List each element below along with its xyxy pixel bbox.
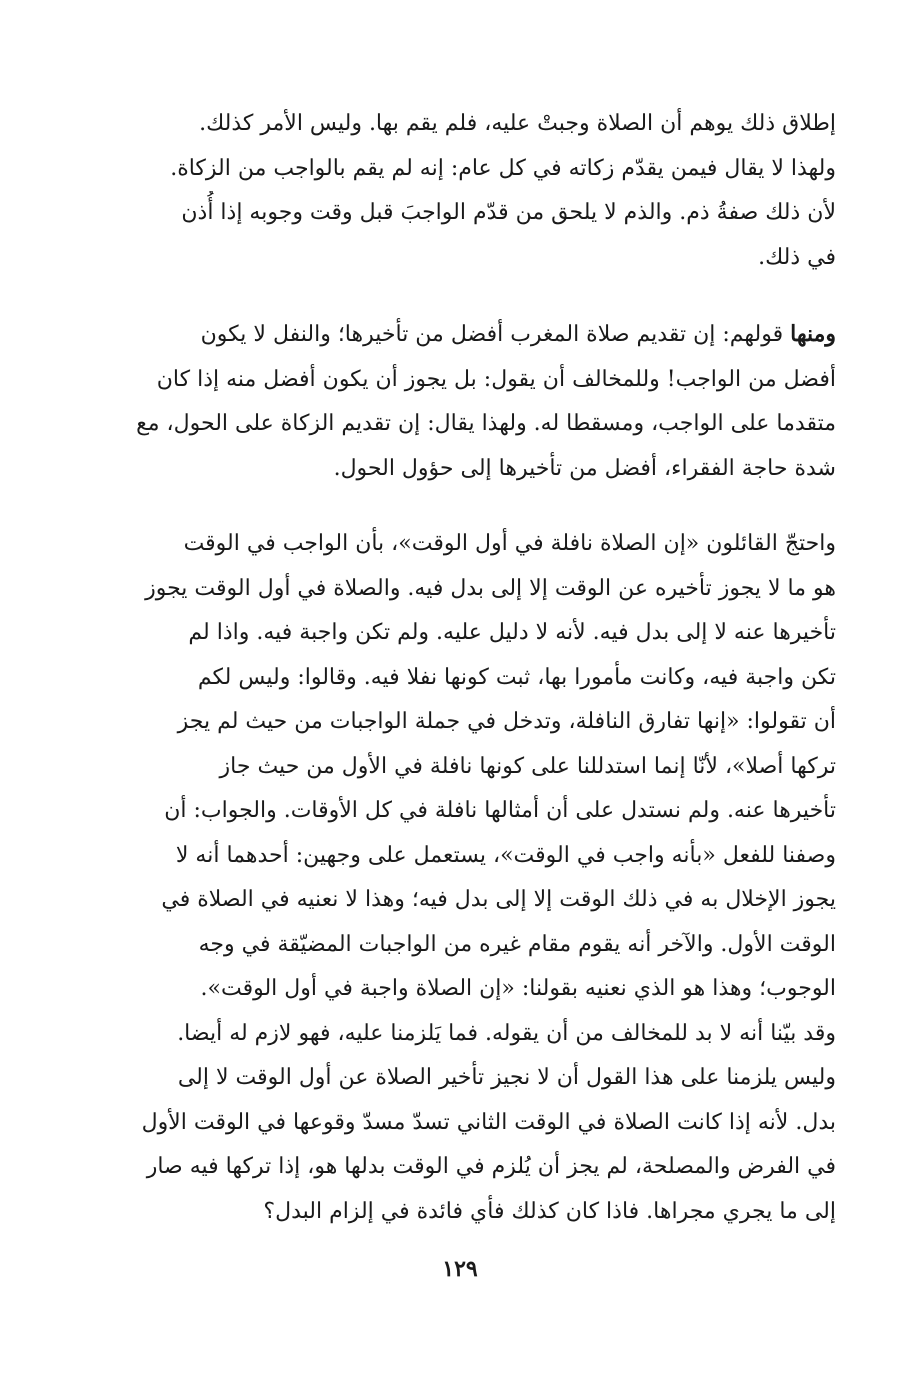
text-line: الوجوب؛ وهذا هو الذي نعنيه بقولنا: «إن الصلاة واجبة في أول الوقت». xyxy=(200,976,836,1001)
text-line: وقد بيّنا أنه لا بد للمخالف من أن يقوله. فما يَلزمنا عليه، فهو لازم له أيضا. xyxy=(177,1020,836,1046)
text-line: تركها أصلا»، لأنّا إنما استدللنا على كونها نافلة في الأول من حيث جاز xyxy=(219,753,836,779)
paragraph-3 xyxy=(130,522,836,1234)
text-line: تكن واجبة فيه، وكانت مأمورا بها، ثبت كونها نفلا فيه. وقالوا: وليس لكم xyxy=(197,664,836,690)
text-line: لأن ذلك صفةُ ذم. والذم لا يلحق من قدّم الواجبَ قبل وقت وجوبه إذا أُذن xyxy=(181,200,836,225)
text-line: في ذلك. xyxy=(758,244,836,270)
paragraph-2 xyxy=(130,312,836,491)
text-line: وصفنا للفعل «بأنه واجب في الوقت»، يستعمل على وجهين: أحدهما أنه لا xyxy=(175,842,836,868)
text-line: تأخيرها عنه لا إلى بدل فيه. لأنه لا دليل عليه. ولم تكن واجبة فيه. واذا لم xyxy=(188,620,836,645)
text-line: أفضل من الواجب! وللمخالف أن يقول: بل يجوز أن يكون أفضل منه إذا كان xyxy=(156,366,836,392)
text-line: ولهذا لا يقال فيمن يقدّم زكاته في كل عام: إنه لم يقم بالواجب من الزكاة. xyxy=(170,155,836,181)
text-line: متقدما على الواجب، ومسقطا له. ولهذا يقال: إن تقديم الزكاة على الحول، مع xyxy=(136,411,836,436)
text-line: بدل. لأنه إذا كانت الصلاة في الوقت الثاني تسدّ مسدّ وقوعها في الوقت الأول xyxy=(141,1109,836,1135)
text-line: وليس يلزمنا على هذا القول أن لا نجيز تأخير الصلاة عن أول الوقت لا إلى xyxy=(177,1065,836,1090)
text-line: الوقت الأول. والآخر أنه يقوم مقام غيره من الواجبات المضيّقة في وجه xyxy=(198,931,836,957)
text-line: تأخيرها عنه. ولم نستدل على أن أمثالها نافلة في كل الأوقات. والجواب: أن xyxy=(164,798,836,823)
text-line: أن تقولوا: «إنها تفارق النافلة، وتدخل في جملة الواجبات من حيث لم يجز xyxy=(177,709,836,734)
page-number: ١٢٩ xyxy=(442,1256,478,1282)
text-line: شدة حاجة الفقراء، أفضل من تأخيرها إلى حؤول الحول. xyxy=(333,455,836,481)
text-line: يجوز الإخلال به في ذلك الوقت إلا إلى بدل فيه؛ وهذا لا نعنيه في الصلاة في xyxy=(161,887,836,912)
text-line: هو ما لا يجوز تأخيره عن الوقت إلا إلى بدل فيه. والصلاة في أول الوقت يجوز xyxy=(145,575,836,601)
text-line-rest: قولهم: إن تقديم صلاة المغرب أفضل من تأخيرها؛ والنفل لا يكون xyxy=(200,322,791,347)
text-line xyxy=(130,312,836,358)
text-line: في الفرض والمصلحة، لم يجز أن يُلزم في الوقت بدلها هو، إذا تركها فيه صار xyxy=(146,1154,836,1179)
text-line: واحتجّ القائلون «إن الصلاة نافلة في أول الوقت»، بأن الواجب في الوقت xyxy=(183,531,836,556)
text-line: إلى ما يجري مجراها. فاذا كان كذلك فأي فائدة في إلزام البدل؟ xyxy=(263,1198,836,1224)
paragraph-1 xyxy=(130,102,836,280)
text-line: إطلاق ذلك يوهم أن الصلاة وجبتْ عليه، فلم يقم بها. وليس الأمر كذلك. xyxy=(199,111,836,136)
paragraph-lead-word: ومنها xyxy=(790,321,836,347)
